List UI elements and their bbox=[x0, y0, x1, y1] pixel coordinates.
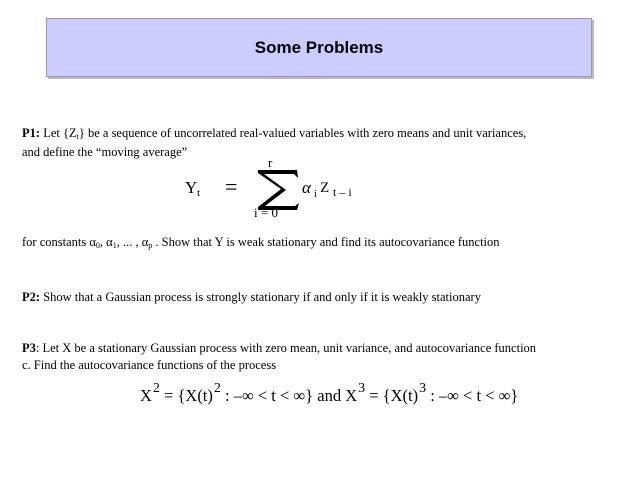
eq-exp3: 3 bbox=[358, 381, 366, 396]
lhs-sub: t bbox=[197, 187, 201, 199]
formula-svg bbox=[175, 147, 385, 222]
slide-title: Some Problems bbox=[254, 37, 384, 57]
p2-label: P2: bbox=[22, 290, 41, 304]
process-equation bbox=[140, 381, 518, 406]
p3-line1 bbox=[22, 339, 622, 357]
z-symbol: Z bbox=[320, 180, 330, 196]
alpha0-sub: 0 bbox=[95, 241, 100, 250]
alpha-sub: i bbox=[314, 189, 317, 200]
eq-part2b: : –∞ < t < ∞} bbox=[426, 386, 519, 405]
p1-line3-b: , α bbox=[99, 235, 113, 249]
p1-line3-c: , ... , α bbox=[116, 235, 149, 249]
p1-line3-d: . Show that Y is weak stationary and find its autocovariance function bbox=[152, 235, 500, 249]
p1-text-b: } be a sequence of uncorrelated real-valued variables with zero means and unit variances, bbox=[78, 126, 527, 140]
p1-line3-a: for constants α bbox=[22, 235, 96, 249]
p1-line2-text: and define the “moving average” bbox=[22, 145, 188, 159]
p3-text1: : Let X be a stationary Gaussian process with zero mean, unit variance, and autocovariance function bbox=[35, 341, 537, 355]
p3-label: P3 bbox=[22, 341, 36, 355]
p3-line2 bbox=[22, 356, 622, 374]
p1-sub-t: t bbox=[76, 132, 79, 141]
p2-text: Show that a Gaussian process is strongly stationary if and only if it is weakly stationary bbox=[40, 290, 481, 304]
p3-text2: c. Find the autocovariance functions of the process bbox=[22, 358, 277, 372]
z-sub: t – i bbox=[333, 185, 352, 199]
eq-exp2: 2 bbox=[152, 381, 160, 396]
alphap-sub: p bbox=[148, 241, 153, 250]
eq-x1: X bbox=[140, 386, 152, 405]
eq-part1b: : –∞ < t < ∞} and X bbox=[220, 386, 358, 405]
eq-part2: = {X(t) bbox=[365, 386, 419, 405]
eq-exp3-b: 3 bbox=[419, 381, 427, 396]
lhs-y: Y bbox=[185, 178, 198, 197]
p2-line bbox=[22, 288, 622, 306]
moving-average-formula bbox=[175, 147, 385, 222]
sum-lower: i = 0 bbox=[254, 205, 278, 220]
title-banner bbox=[46, 18, 592, 77]
eq-part1: = {X(t) bbox=[159, 386, 213, 405]
equals-sign: = bbox=[225, 174, 238, 199]
p1-label: P1: bbox=[22, 126, 41, 140]
p1-line3 bbox=[22, 233, 622, 255]
sum-upper: r bbox=[268, 155, 273, 170]
alpha-symbol: α bbox=[302, 178, 311, 197]
sigma-symbol bbox=[258, 170, 299, 210]
eq-exp2-b: 2 bbox=[213, 381, 221, 396]
p1-text-a: Let {Z bbox=[43, 126, 77, 140]
alpha1-sub: 1 bbox=[112, 241, 117, 250]
